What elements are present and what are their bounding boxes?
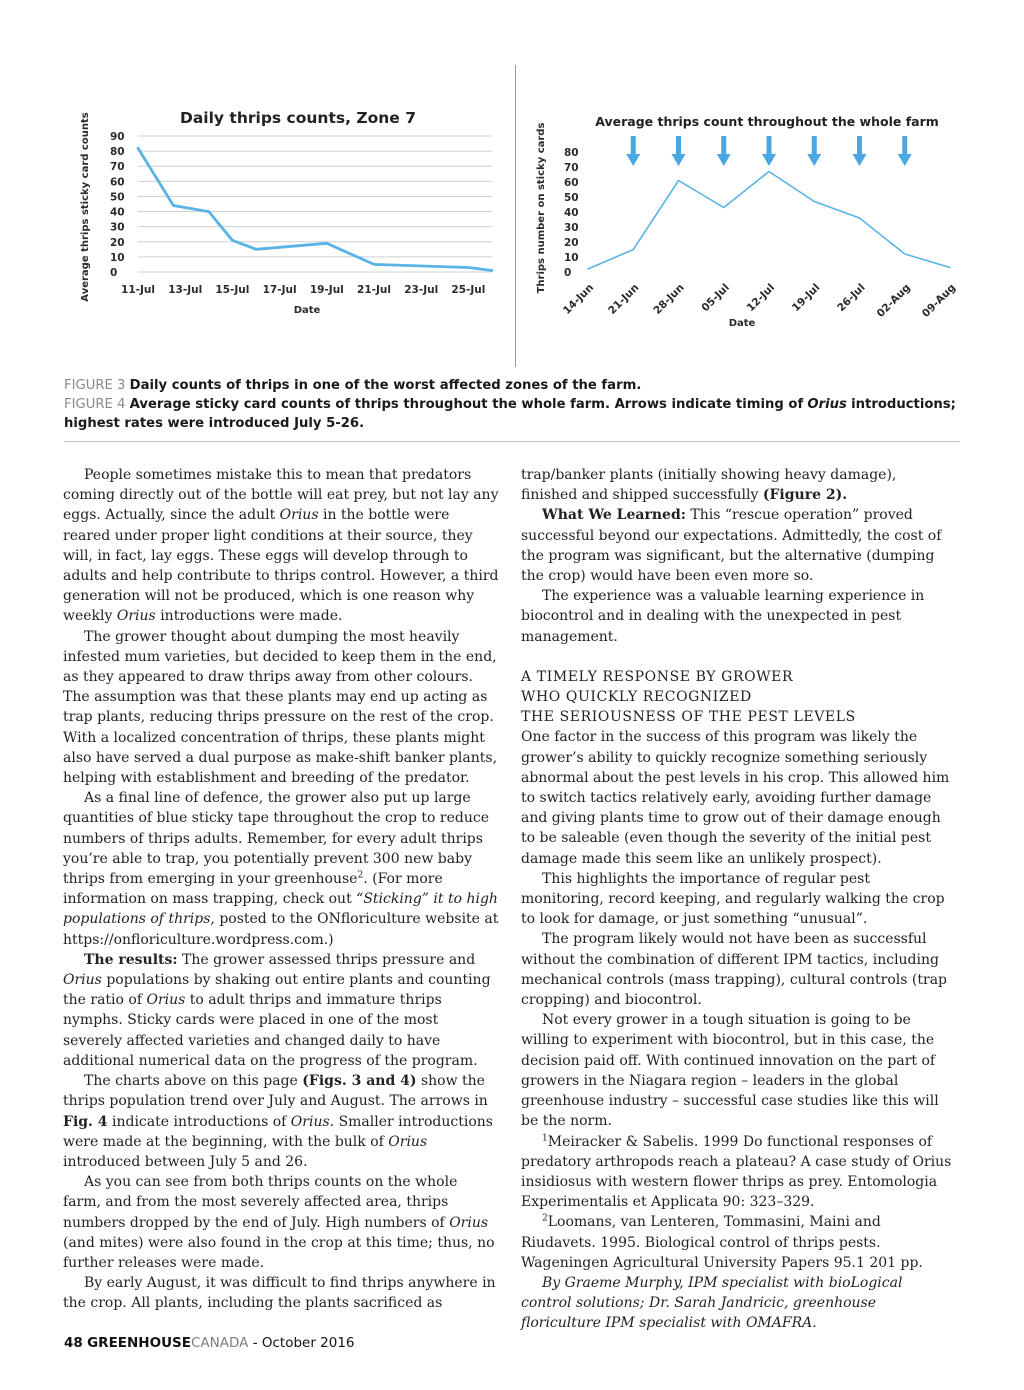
chart-zone7-title: Daily thrips counts, Zone 7 bbox=[179, 109, 417, 127]
chart-farm-xtick: 09-Aug bbox=[919, 281, 959, 320]
chart-farm bbox=[520, 60, 964, 370]
chart-zone7-xtick: 11-Jul bbox=[121, 284, 155, 296]
paragraph-drop: As you can see from both thrips counts on the whole farm, and from the most severely affected area, thrips numbers dropped by the end of July. High numbers of Orius (and mites) were also found in the crop at this time; thus, no further releases were made. bbox=[63, 1174, 495, 1271]
orius-introduction-arrow-icon bbox=[717, 136, 731, 166]
reference-2: $^2$Loomans, van Lenteren, Tommasini, Maini and Riudavets. 1995. Biological control of thrips pests. Wageningen Agricultural University Papers 95.1 201 pp. bbox=[521, 1213, 923, 1271]
orius-introduction-arrow-icon bbox=[762, 136, 776, 166]
chart-zone7-xtick: 25-Jul bbox=[451, 284, 486, 296]
charts-panel bbox=[60, 60, 964, 370]
orius-introduction-arrow-icon bbox=[898, 136, 912, 166]
chart-zone7-xtick: 19-Jul bbox=[309, 284, 344, 296]
issue-date: - October 2016 bbox=[252, 1335, 355, 1351]
chart-zone7-xlabel: Date bbox=[293, 305, 321, 316]
chart-farm-ytick: 60 bbox=[564, 177, 579, 189]
chart-farm-xtick: 19-Jul bbox=[789, 281, 823, 315]
paragraph-3: As a final line of defence, the grower also put up large quantities of blue sticky tape throughout the crop to reduce numbers of thrips adults. Remember, for every adult thrips you’re able to trap, you potentially prevent 300 new baby thrips from emerging in your greenhouse$^2$. (For more information on mass trapping, check out “Sticking” it to high populations of thrips, posted to the ONfloriculture website at https://onfloriculture.wordpress.com.) bbox=[63, 790, 499, 948]
section-heading: A TIMELY RESPONSE BY GROWER WHO QUICKLY RECOGNIZED THE SERIOUSNESS OF THE PEST LEVELS bbox=[521, 668, 856, 726]
chart-zone7-ytick: 50 bbox=[110, 191, 125, 204]
chart-farm-ylabel: Thrips number on sticky cards bbox=[536, 122, 547, 294]
caption-fig3-label: FIGURE 3 bbox=[64, 378, 126, 393]
figure-captions bbox=[64, 376, 960, 433]
chart-farm-title: Average thrips count throughout the whole farm bbox=[595, 114, 939, 129]
chart-zone7-ytick: 0 bbox=[110, 267, 118, 279]
caption-fig4-text-b: introductions; highest rates were introduced July 5-26. bbox=[64, 397, 956, 431]
caption-divider bbox=[64, 441, 960, 442]
reference-1: $^1$Meiracker & Sabelis. 1999 Do functional responses of predatory arthropods reach a plateau? A case study of Orius insidiosus with western flower thrips as prey. Entomologia Experimentalis et Applicata 90: 323–329. bbox=[521, 1132, 952, 1211]
paragraph-ipm: The program likely would not have been as successful without the combination of different IPM tactics, including mechanical controls (mass trapping), cultural controls (trap cropping) and biocontrol. bbox=[521, 931, 948, 1009]
chart-farm-ytick: 10 bbox=[564, 252, 579, 264]
chart-zone7-xtick: 13-Jul bbox=[168, 284, 203, 296]
chart-farm-ytick: 40 bbox=[564, 207, 579, 219]
orius-introduction-arrow-icon bbox=[807, 136, 821, 166]
chart-zone7-ylabel: Average thrips sticky card counts bbox=[80, 112, 91, 302]
chart-zone7-ytick: 80 bbox=[110, 146, 125, 159]
chart-farm-xtick: 05-Jul bbox=[699, 281, 732, 315]
chart-farm-xtick: 21-Jun bbox=[606, 281, 642, 317]
chart-zone7-ytick: 90 bbox=[110, 131, 125, 143]
paragraph-2: The grower thought about dumping the most heavily infested mum varieties, but decided to keep them in the end, as they appeared to draw thrips away from other colours. The assumption was that these plants may end up acting as trap plants, reducing thrips pressure on the rest of the crop. With a localized concentration of thrips, these plants might also have served a dual purpose as make-shift banker plants, helping with establishment and breeding of the predator. bbox=[63, 628, 498, 787]
caption-fig4-label: FIGURE 4 bbox=[64, 397, 126, 412]
caption-figure-3 bbox=[64, 376, 960, 395]
chart-farm-ytick: 80 bbox=[564, 147, 579, 159]
byline: By Graeme Murphy, IPM specialist with bioLogical control solutions; Dr. Sarah Jandricic, greenhouse floriculture IPM specialist with OMAFRA. bbox=[521, 1274, 903, 1332]
chart-zone7-ytick: 40 bbox=[110, 206, 125, 219]
paragraph-august: By early August, it was difficult to find thrips anywhere in the crop. All plants, including the plants sacrificed as bbox=[63, 1275, 496, 1312]
caption-figure-4 bbox=[64, 395, 960, 433]
chart-zone7 bbox=[70, 60, 510, 370]
article-column-right bbox=[521, 465, 957, 1334]
chart-farm-ytick: 0 bbox=[564, 267, 572, 279]
chart-zone7-xtick: 15-Jul bbox=[215, 284, 250, 296]
chart-farm-xtick: 02-Aug bbox=[874, 281, 913, 320]
orius-introduction-arrow-icon bbox=[853, 136, 867, 166]
paragraph-learned: What We Learned: This “rescue operation” proved successful beyond our expectations. Admittedly, the cost of the program was significant, but the alternative (dumping the crop) would have been even more so. bbox=[521, 507, 942, 585]
paragraph-conclusion: Not every grower in a tough situation is going to be willing to experiment with biocontrol, but in this case, the decision paid off. With continued innovation on the part of growers in the Niagara region – leaders in the global greenhouse industry – successful case studies like this will be the norm. bbox=[521, 1012, 939, 1130]
chart-farm-xlabel: Date bbox=[728, 318, 756, 329]
paragraph-1: People sometimes mistake this to mean that predators coming directly out of the bottle will eat prey, but not lay any eggs. Actually, since the adult Orius in the bottle were reared under proper light conditions at their source, they will, in fact, lay eggs. These eggs will develop through to adults and help contribute to thrips control. However, a third generation will not be produced, which is one reason why weekly Orius introductions were made. bbox=[63, 467, 499, 625]
chart-zone7-ytick: 20 bbox=[110, 236, 125, 249]
caption-fig4-orius: Orius bbox=[807, 397, 847, 412]
chart-farm-xtick: 26-Jul bbox=[835, 281, 868, 315]
magazine-brand-canada: CANADA bbox=[191, 1335, 249, 1351]
learned-lead: What We Learned: bbox=[542, 507, 686, 524]
paragraph-continued: trap/banker plants (initially showing heavy damage), finished and shipped successfully (Figure 2). bbox=[521, 467, 897, 504]
caption-fig3-text: Daily counts of thrips in one of the worst affected zones of the farm. bbox=[129, 378, 642, 393]
paragraph-factor: One factor in the success of this program was likely the grower’s ability to quickly recognize something seriously abnormal about the pest levels in his crop. This allowed him to switch tactics relatively early, avoiding further damage and giving plants time to grow out of their damage enough to be saleable (even though the severity of the initial pest damage made this seem like an unlikely prospect). bbox=[521, 729, 950, 867]
chart-farm-ytick: 20 bbox=[564, 237, 579, 249]
chart-zone7-ytick: 70 bbox=[110, 161, 125, 174]
chart-farm-xtick: 14-Jun bbox=[560, 281, 597, 317]
chart-farm-ytick: 70 bbox=[564, 162, 579, 174]
chart-zone7-ytick: 60 bbox=[110, 176, 125, 189]
chart-farm-xtick: 12-Jul bbox=[744, 281, 778, 315]
chart-farm-series-line bbox=[588, 172, 950, 270]
chart-zone7-ytick: 10 bbox=[110, 251, 125, 264]
chart-divider bbox=[515, 65, 516, 367]
page-number: 48 bbox=[64, 1335, 83, 1351]
chart-zone7-xtick: 17-Jul bbox=[262, 284, 297, 296]
chart-zone7-ytick: 30 bbox=[110, 221, 125, 234]
chart-farm-ytick: 30 bbox=[564, 222, 579, 234]
article-column-left bbox=[63, 465, 499, 1314]
results-lead: The results: bbox=[84, 951, 178, 968]
orius-introduction-arrow-icon bbox=[626, 136, 640, 166]
magazine-brand: GREENHOUSE bbox=[87, 1335, 191, 1351]
paragraph-experience: The experience was a valuable learning experience in biocontrol and in dealing with the unexpected in pest management. bbox=[521, 588, 925, 645]
paragraph-results: The results: The grower assessed thrips pressure and Orius populations by shaking out entire plants and counting the ratio of Orius to adult thrips and immature thrips nymphs. Sticky cards were placed in one of the most severely affected varieties and changed daily to have additional numerical data on the progress of the program. bbox=[63, 951, 491, 1069]
orius-introduction-arrow-icon bbox=[672, 136, 686, 166]
paragraph-monitoring: This highlights the importance of regular pest monitoring, record keeping, and regularly walking the crop to look for damage, or just something “unusual”. bbox=[521, 870, 945, 928]
chart-zone7-xtick: 23-Jul bbox=[404, 284, 439, 296]
page-footer bbox=[64, 1335, 355, 1351]
chart-farm-ytick: 50 bbox=[564, 192, 579, 204]
chart-farm-xtick: 28-Jun bbox=[651, 281, 687, 317]
chart-zone7-xtick: 21-Jul bbox=[357, 284, 391, 296]
paragraph-charts: The charts above on this page (Figs. 3 and 4) show the thrips population trend over July and August. The arrows in Fig. 4 indicate introductions of Orius. Smaller introductions were made at the beginning, with the bulk of Orius introduced between July 5 and 26. bbox=[63, 1073, 493, 1170]
caption-fig4-text-a: Average sticky card counts of thrips throughout the whole farm. Arrows indicate timing of bbox=[129, 397, 804, 412]
